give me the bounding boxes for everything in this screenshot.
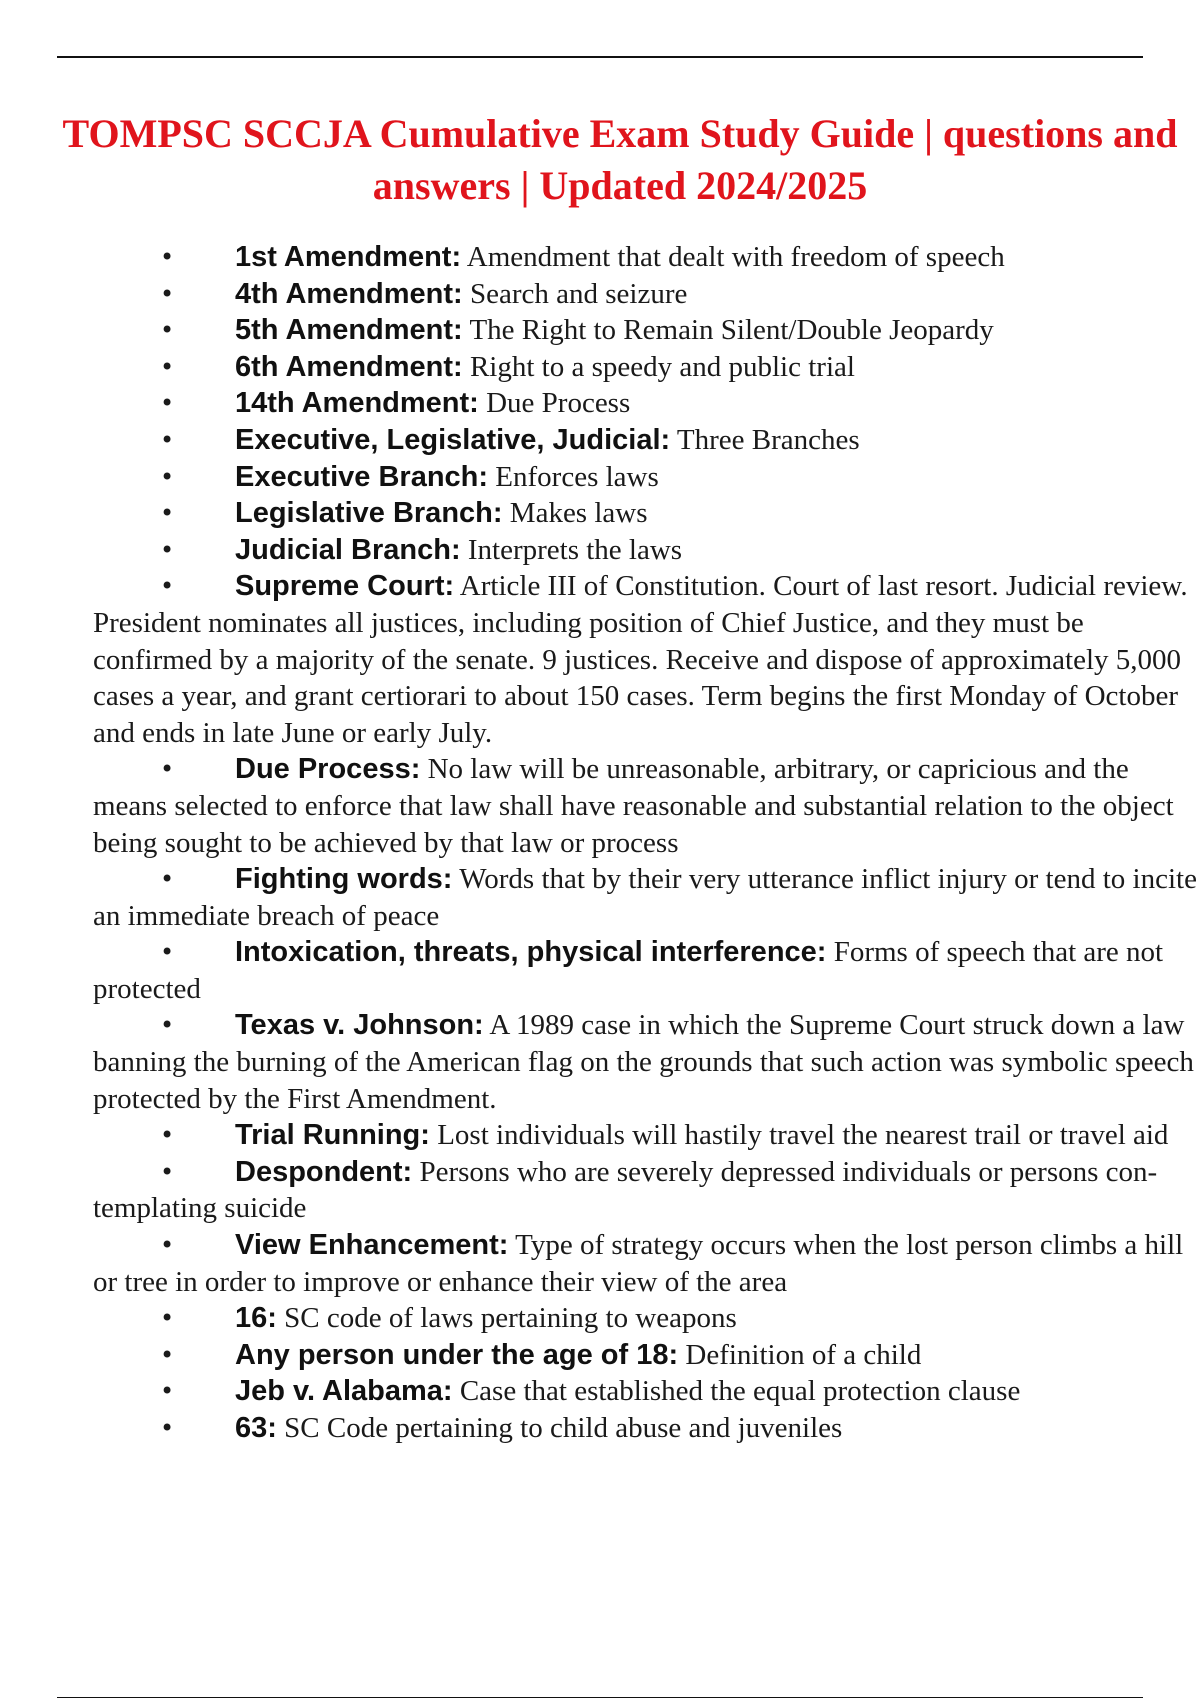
bullet: • (160, 389, 175, 418)
list-item (0, 1373, 1199, 1410)
list-item (0, 459, 1199, 496)
item-definition: No law will be unreasonable, arbitrary, or capricious and the means selected to enforce that law shall have reasonable and substantial relation to the object being sought to be achieved by that law or process (93, 753, 1174, 859)
item-definition: Definition of a child (685, 1338, 922, 1371)
item-definition: Case that established the equal protection clause (459, 1375, 1021, 1408)
list-item (0, 751, 1199, 861)
item-term: Supreme Court: (235, 570, 455, 603)
list-item (0, 349, 1199, 386)
bullet: • (160, 535, 175, 564)
item-term: Due Process: (235, 753, 421, 786)
list-item (0, 568, 1199, 751)
list-item (0, 1337, 1199, 1374)
item-term: 1st Amendment: (235, 241, 462, 273)
item-definition: A 1989 case in which the Supreme Court struck down a law banning the burning of the American flag on the grounds that such action was symbolic speech protected by the First Amendment. (93, 1009, 1194, 1115)
bullet: • (160, 938, 175, 967)
bullet: • (160, 462, 175, 491)
bullet: • (160, 1231, 175, 1260)
bullet: • (160, 279, 175, 308)
list-item (0, 1300, 1199, 1337)
item-definition: Search and seizure (469, 277, 688, 310)
item-term: Jeb v. Alabama: (235, 1375, 453, 1408)
top-rule (57, 56, 1143, 58)
item-term: Intoxication, threats, physical interference: (235, 936, 827, 969)
item-definition: Enforces laws (495, 460, 659, 493)
bullet: • (160, 572, 175, 601)
item-definition: SC code of laws pertaining to weapons (284, 1302, 737, 1335)
list-item (0, 276, 1199, 313)
item-definition: Due Process (486, 387, 631, 420)
item-definition: The Right to Remain Silent/Double Jeopardy (469, 314, 994, 347)
list-item (0, 861, 1199, 934)
list-item (0, 495, 1199, 532)
item-definition: Makes laws (509, 497, 648, 530)
item-definition: Right to a speedy and public trial (469, 350, 855, 383)
item-term: Fighting words: (235, 863, 453, 896)
item-definition: Lost individuals will hastily travel the nearest trail or travel aid (437, 1119, 1169, 1152)
bullet: • (160, 1377, 175, 1406)
bullet: • (160, 352, 175, 381)
bullet: • (160, 1157, 175, 1186)
study-item-list (0, 239, 1200, 1447)
list-item (0, 1227, 1199, 1300)
item-term: Any person under the age of 18: (235, 1338, 679, 1371)
list-item (0, 385, 1199, 422)
document-title: TOMPSC SCCJA Cumulative Exam Study Guide | questions and answers | Updated 2024/2025 (62, 111, 1178, 208)
item-term: 6th Amendment: (235, 350, 463, 383)
list-item (0, 1154, 1199, 1227)
item-term: 5th Amendment: (235, 314, 463, 347)
list-item (0, 1007, 1199, 1117)
item-term: 4th Amendment: (235, 277, 463, 310)
item-definition: Words that by their very utterance inflict injury or tend to incite an immediate breach of peace (93, 863, 1197, 932)
item-term: 14th Amendment: (235, 387, 479, 420)
list-item (0, 1117, 1199, 1154)
item-term: 16: (235, 1302, 277, 1335)
list-item (0, 934, 1199, 1007)
item-definition: SC Code pertaining to child abuse and juveniles (284, 1412, 843, 1444)
item-definition: Three Branches (676, 423, 860, 456)
bullet: • (160, 316, 175, 345)
bullet: • (160, 425, 175, 454)
item-definition: Article III of Constitution. Court of last resort. Judicial review. President nominates all justices, including position of Chief Justice, and they must be confirmed by a majority of the senate. 9 justices. Receive and dispose of approximately 5,000 cases a year, and grant certiorari to about 150 cases. Term begins the first Monday of October and ends in late June or early July. (93, 570, 1188, 749)
item-term: Legislative Branch: (235, 497, 503, 530)
bullet: • (160, 1011, 175, 1040)
bullet: • (160, 1304, 175, 1333)
bullet: • (160, 755, 175, 784)
item-term: Texas v. Johnson: (235, 1009, 484, 1042)
item-definition: Persons who are severely depressed individuals or persons con- templating suicide (93, 1155, 1158, 1225)
item-term: Executive Branch: (235, 460, 489, 493)
bottom-rule (57, 1697, 1143, 1698)
item-term: Despondent: (235, 1155, 413, 1188)
bullet: • (160, 1340, 175, 1369)
bullet: • (160, 865, 175, 894)
list-item (0, 1410, 1199, 1447)
item-term: View Enhancement: (235, 1229, 509, 1262)
bullet: • (160, 499, 175, 528)
item-definition: Interprets the laws (467, 533, 683, 566)
list-item (0, 532, 1199, 569)
list-item (0, 422, 1199, 459)
bullet: • (160, 243, 175, 271)
list-item (0, 312, 1199, 349)
item-definition: Forms of speech that are not protected (93, 936, 1164, 1005)
bullet: • (160, 1121, 175, 1150)
item-term: Executive, Legislative, Judicial: (235, 423, 671, 456)
item-term: Trial Running: (235, 1119, 430, 1152)
bullet: • (160, 1414, 175, 1442)
item-term: 63: (235, 1412, 277, 1444)
item-definition: Type of strategy occurs when the lost person climbs a hill or tree in order to improve or enhance their view of the area (93, 1229, 1184, 1298)
item-definition: Amendment that dealt with freedom of speech (466, 241, 1005, 273)
item-term: Judicial Branch: (235, 533, 461, 566)
list-item (0, 239, 1199, 276)
